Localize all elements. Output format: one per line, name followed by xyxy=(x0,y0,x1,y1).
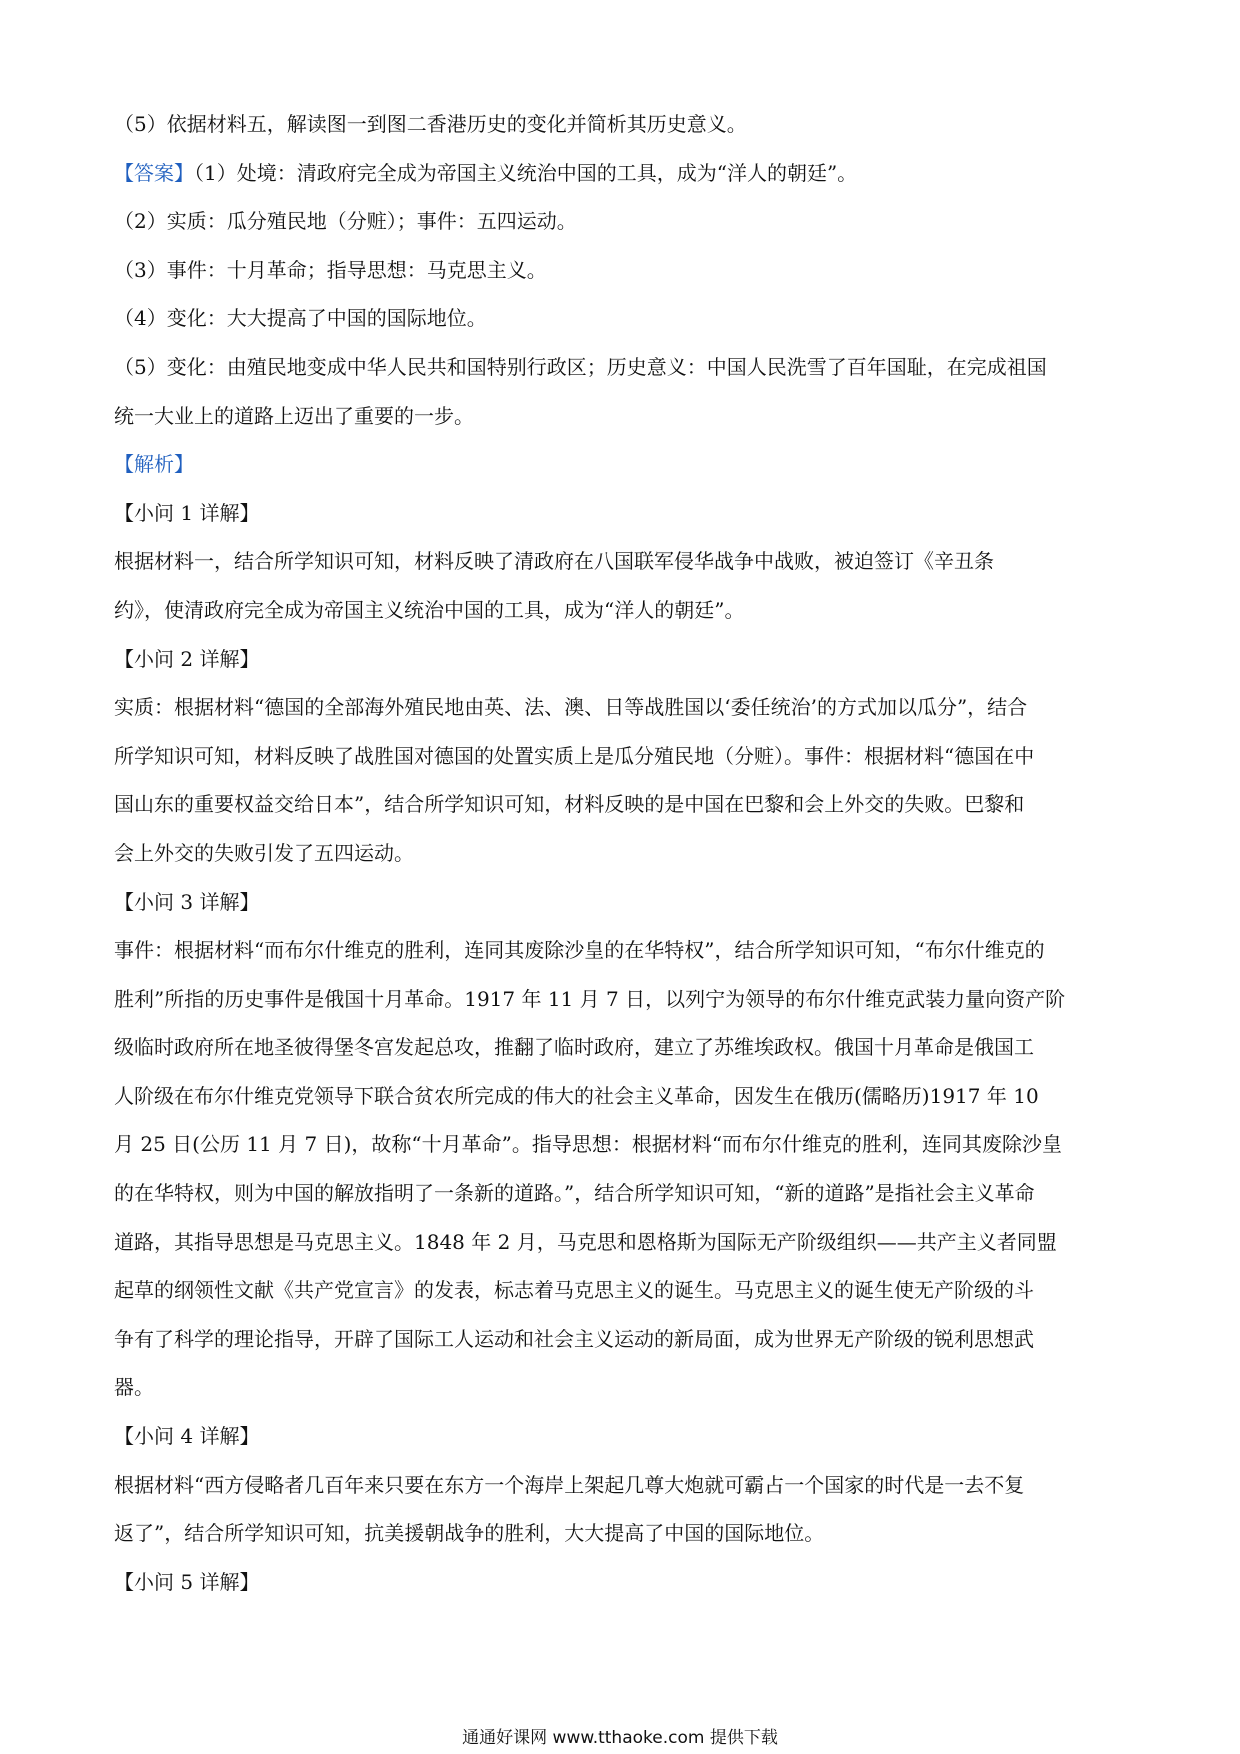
subquestion-2-text: 所学知识可知，材料反映了战胜国对德国的处置实质上是瓜分殖民地（分赃）。事件：根据材料“德国在中 xyxy=(114,743,1035,768)
subquestion-2-text: 实质：根据材料“德国的全部海外殖民地由英、法、澳、日等战胜国以‘委任统治’的方式加以瓜分”，结合 xyxy=(114,695,1028,720)
subquestion-3-text: 人阶级在布尔什维克党领导下联合贫农所完成的伟大的社会主义革命，因发生在俄历(儒略历)1917 年 10 xyxy=(114,1083,1039,1108)
subquestion-3-text: 争有了科学的理论指导，开辟了国际工人运动和社会主义运动的新局面，成为世界无产阶级的锐利思想武 xyxy=(114,1326,1034,1351)
subquestion-2-text: 会上外交的失败引发了五四运动。 xyxy=(114,840,414,865)
subquestion-3-text: 胜利”所指的历史事件是俄国十月革命。1917 年 11 月 7 日，以列宁为领导的布尔什维克武装力量向资产阶 xyxy=(114,986,1066,1011)
page-footer: 通通好课网 www.tthaoke.com 提供下载 xyxy=(462,1728,778,1748)
subquestion-2-heading: 【小问 2 详解】 xyxy=(114,646,260,671)
answer-5-line-1: （5）变化：由殖民地变成中华人民共和国特别行政区；历史意义：中国人民洗雪了百年国耻，在完成祖国 xyxy=(114,354,1047,379)
subquestion-3-text: 器。 xyxy=(114,1375,154,1400)
subquestion-5-heading: 【小问 5 详解】 xyxy=(114,1569,260,1594)
subquestion-3-heading: 【小问 3 详解】 xyxy=(114,889,260,914)
answer-line-1 xyxy=(114,149,1134,198)
subquestion-4-heading: 【小问 4 详解】 xyxy=(114,1424,260,1449)
subquestion-3-text: 道路，其指导思想是马克思主义。1848 年 2 月，马克思和恩格斯为国际无产阶级组织——共产主义者同盟 xyxy=(114,1229,1057,1254)
answer-tag: 【答案】 xyxy=(114,160,194,185)
subquestion-3-text: 的在华特权，则为中国的解放指明了一条新的道路。”，结合所学知识可知，“新的道路”是指社会主义革命 xyxy=(114,1181,1035,1206)
subquestion-4-text: 返了”，结合所学知识可知，抗美援朝战争的胜利，大大提高了中国的国际地位。 xyxy=(114,1521,825,1546)
answer-4: （4）变化：大大提高了中国的国际地位。 xyxy=(114,306,487,331)
subquestion-1-heading: 【小问 1 详解】 xyxy=(114,500,260,525)
analysis-tag: 【解析】 xyxy=(114,452,194,477)
question-5: （5）依据材料五，解读图一到图二香港历史的变化并简析其历史意义。 xyxy=(114,112,747,136)
subquestion-1-text: 根据材料一，结合所学知识可知，材料反映了清政府在八国联军侵华战争中战败，被迫签订《辛丑条 xyxy=(114,549,994,574)
answer-5-line-2: 统一大业上的道路上迈出了重要的一步。 xyxy=(114,403,474,428)
subquestion-1-text: 约》，使清政府完全成为帝国主义统治中国的工具，成为“洋人的朝廷”。 xyxy=(114,597,745,622)
subquestion-4-text: 根据材料“西方侵略者几百年来只要在东方一个海岸上架起几尊大炮就可霸占一个国家的时代是一去不复 xyxy=(114,1472,1025,1497)
subquestion-3-text: 事件：根据材料“而布尔什维克的胜利，连同其废除沙皇的在华特权”，结合所学知识可知，“布尔什维克的 xyxy=(114,938,1045,963)
answer-1: （1）处境：清政府完全成为帝国主义统治中国的工具，成为“洋人的朝廷”。 xyxy=(194,160,858,185)
subquestion-2-text: 国山东的重要权益交给日本”，结合所学知识可知，材料反映的是中国在巴黎和会上外交的失败。巴黎和 xyxy=(114,792,1025,817)
subquestion-3-text: 月 25 日(公历 11 月 7 日)，故称“十月革命”。指导思想：根据材料“而布尔什维克的胜利，连同其废除沙皇 xyxy=(114,1132,1063,1157)
subquestion-3-text: 级临时政府所在地圣彼得堡冬宫发起总攻，推翻了临时政府，建立了苏维埃政权。俄国十月革命是俄国工 xyxy=(114,1035,1034,1060)
subquestion-3-text: 起草的纲领性文献《共产党宣言》的发表，标志着马克思主义的诞生。马克思主义的诞生使无产阶级的斗 xyxy=(114,1278,1034,1303)
answer-2: （2）实质：瓜分殖民地（分赃）；事件：五四运动。 xyxy=(114,209,577,234)
answer-3: （3）事件：十月革命；指导思想：马克思主义。 xyxy=(114,257,547,282)
document-body xyxy=(114,100,1134,1606)
